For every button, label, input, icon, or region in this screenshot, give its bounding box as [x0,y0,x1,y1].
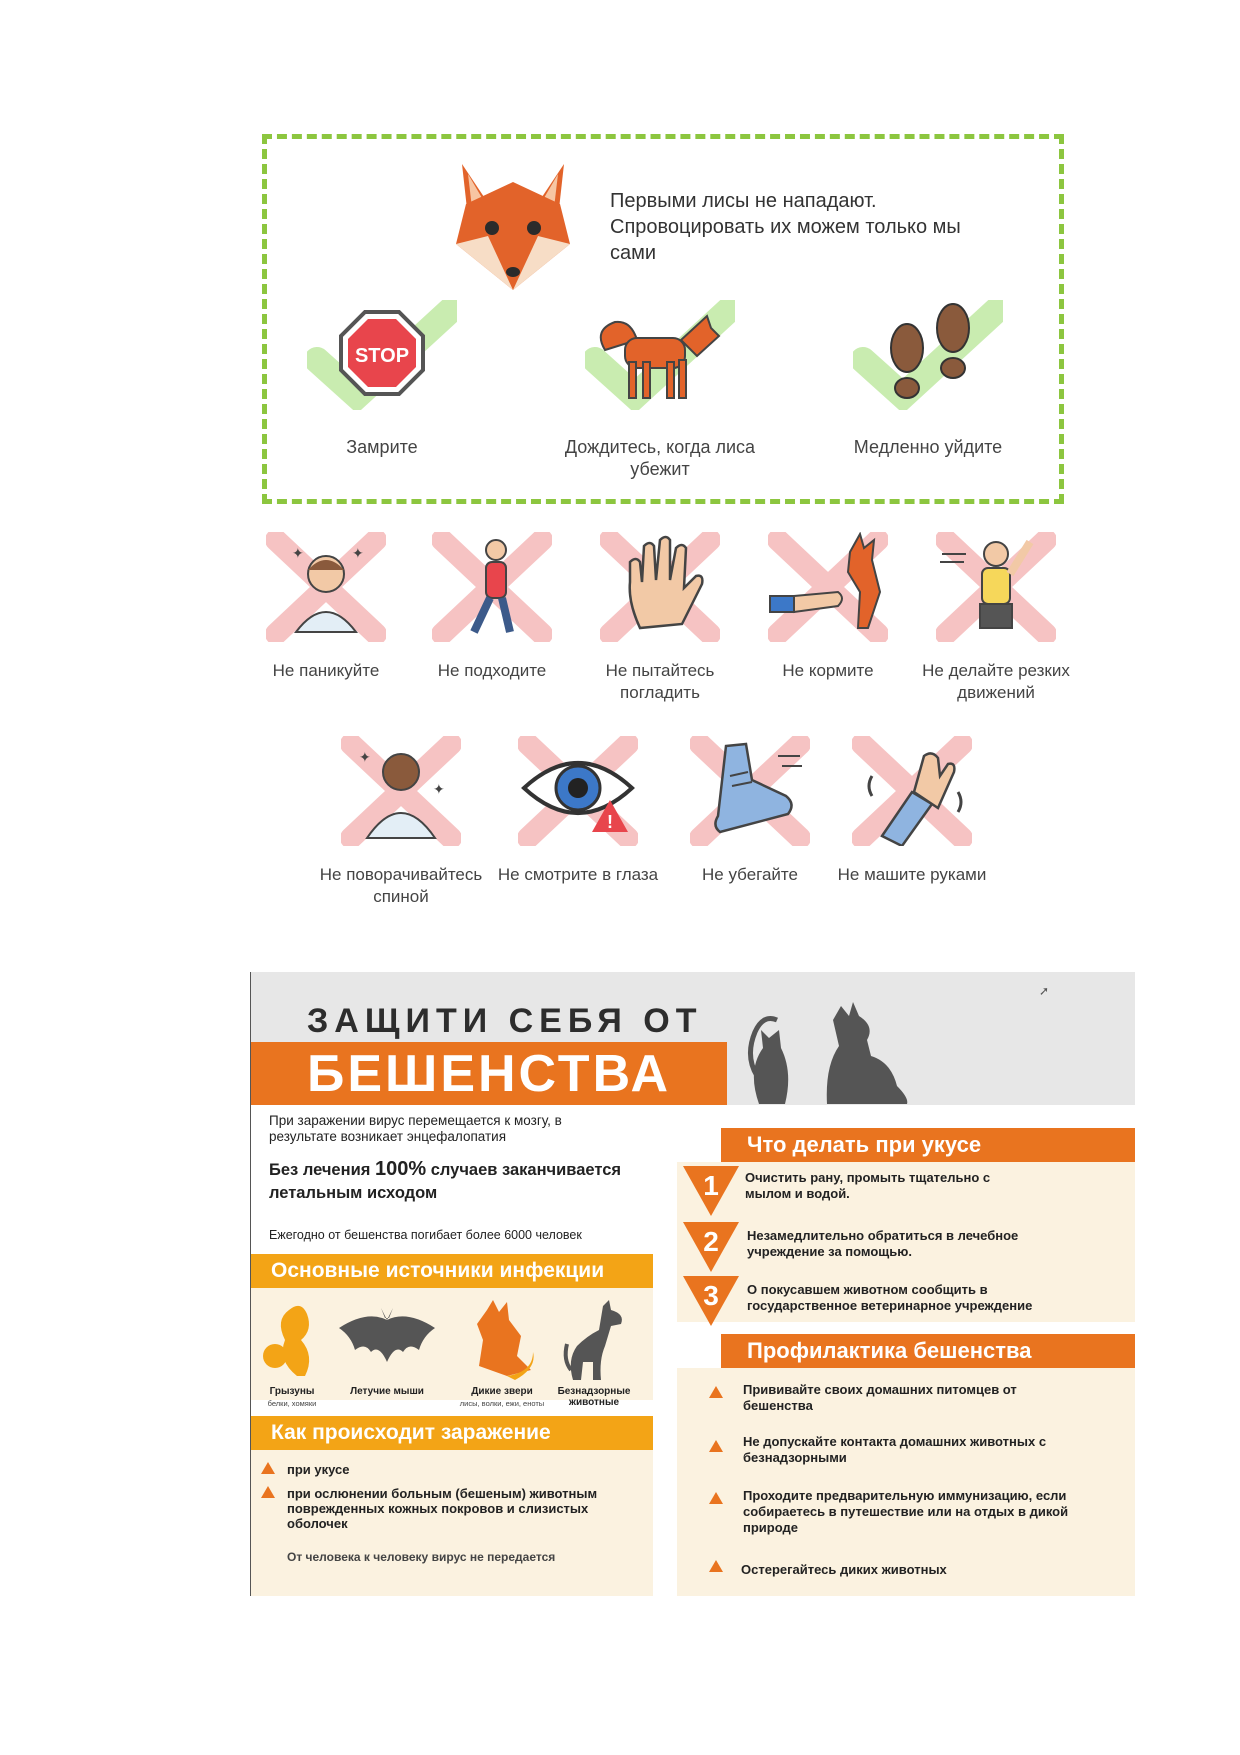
step-number-badge [683,1166,739,1216]
svg-text:✦: ✦ [292,545,304,561]
eye-warning-icon [518,736,638,846]
cursor-icon: ➚ [1039,984,1050,998]
prevention-title: Профилактика бешенства [721,1334,1135,1368]
infection-item: при укусе [287,1462,350,1477]
source-rodents [247,1300,337,1408]
rabies-title-line2: БЕШЕНСТВА [307,1045,672,1103]
dont-label: Не делайте резких движений [922,661,1070,702]
infection-item: при ослюнении больным (бешеным) животным поврежденных кожных покровов и слизистых оболочек [287,1486,598,1531]
stop-sign-text: STOP [354,345,410,367]
svg-text:✦: ✦ [433,781,445,797]
bullet-triangle-icon [261,1486,275,1498]
mortality-post: случаев заканчивается летальным исходом [269,1161,621,1202]
step-number: 3 [703,1280,719,1311]
source-name: Безнадзорные животные [557,1386,631,1408]
prevention-item: Остерегайтесь диких животных [741,1562,947,1577]
mortality-percent: 100% [374,1158,427,1180]
fox-icon [467,1300,537,1380]
dont-label: Не подходите [437,661,547,680]
dont-item-wave [822,736,1002,886]
dont-item-eye-contact [488,736,668,886]
walking-person-icon [432,532,552,642]
dont-label: Не пытайтесь погладить [605,661,715,702]
fox-intro-text: Первыми лисы не нападают. Спровоцировать их можем только мы сами [610,190,961,264]
prevention-item: Прививайте своих домашних питомцев от бешенства [743,1382,1017,1413]
rabies-header [251,972,1135,1105]
svg-text:✦: ✦ [352,545,364,561]
dont-label: Не поворачивайтесь спиной [319,865,483,906]
bite-title: Что делать при укусе [721,1128,1135,1162]
dont-label: Не машите руками [837,865,987,884]
waving-hand-icon [852,736,972,846]
svg-text:✦: ✦ [359,749,371,765]
do-item-wait [540,300,780,480]
stray-dog-icon [559,1300,629,1380]
source-bats [337,1300,437,1399]
cat-dog-silhouette-icon [741,986,941,1104]
mortality-pre: Без лечения [269,1161,371,1179]
do-label: Замрите [346,437,418,457]
bite-step-text: О покусавшем животном сообщить в государственное ветеринарное учреждение [747,1282,1033,1313]
source-sub: лисы, волки, ежи, еноты [459,1399,545,1408]
running-shoe-icon [690,736,810,846]
step-number: 1 [703,1170,719,1201]
fox-icon [585,300,735,410]
bullet-triangle-icon [709,1492,723,1504]
bat-icon [337,1300,437,1380]
open-hand-icon [600,532,720,642]
source-stray-animals [549,1300,639,1410]
rabies-intro: При заражении вирус перемещается к мозгу, в результате возникает энцефалопатия [269,1113,562,1144]
step-number: 2 [703,1226,719,1257]
panicking-person-icon [266,532,386,642]
dont-item-panic [236,532,416,682]
do-item-freeze [262,300,502,458]
back-turned-icon [341,736,461,846]
step-number-badge [683,1276,739,1326]
dont-item-pet [570,532,750,704]
dont-item-feed [738,532,918,682]
dont-label: Не паникуйте [272,661,380,680]
bullet-triangle-icon [709,1560,723,1572]
source-sub: белки, хомяки [267,1399,317,1408]
bite-step-text: Очистить рану, промыть тщательно с мылом и водой. [745,1170,991,1201]
source-name: Дикие звери [471,1386,533,1397]
dont-item-turn-back [306,736,496,908]
rabies-annual-deaths: Ежегодно от бешенства погибает более 6000 человек [269,1228,582,1242]
feeding-fox-icon [768,532,888,642]
stop-sign-icon [307,300,457,410]
rabies-mortality [269,1158,669,1205]
do-label: Медленно уйдите [853,437,1003,457]
do-label: Дождитесь, когда лиса убежит [564,437,756,479]
dont-item-sudden [906,532,1086,704]
bullet-triangle-icon [709,1386,723,1398]
dont-label: Не кормите [782,661,874,680]
source-wild-animals [457,1300,547,1408]
bullet-triangle-icon [709,1440,723,1452]
bullet-triangle-icon [261,1462,275,1474]
sudden-motion-icon [936,532,1056,642]
sources-title: Основные источники инфекции [251,1254,653,1288]
rabies-infographic [250,972,1134,1596]
dont-item-run [660,736,840,886]
bite-step-text: Незамедлительно обратиться в лечебное учреждение за помощью. [747,1228,1019,1259]
rabies-title-line1: ЗАЩИТИ СЕБЯ ОТ [307,1002,703,1040]
svg-text:!: ! [607,812,613,832]
fox-head-icon [448,152,578,292]
dont-label: Не убегайте [702,865,798,884]
do-item-leave [808,300,1048,458]
source-name: Грызуны [269,1386,315,1397]
dont-item-approach [402,532,582,682]
dont-label: Не смотрите в глаза [497,865,659,884]
infection-title: Как происходит заражение [251,1416,653,1450]
footprints-icon [853,300,1003,410]
no-human-transmission: От человека к человеку вирус не передается [287,1550,556,1564]
step-number-badge [683,1222,739,1272]
prevention-item: Проходите предварительную иммунизацию, если собираетесь в путешествие или на отдых в дикой природе [743,1488,1069,1535]
prevention-item: Не допускайте контакта домашних животных с безнадзорными [743,1434,1047,1465]
squirrel-icon [257,1300,327,1380]
source-name: Летучие мыши [350,1386,424,1397]
